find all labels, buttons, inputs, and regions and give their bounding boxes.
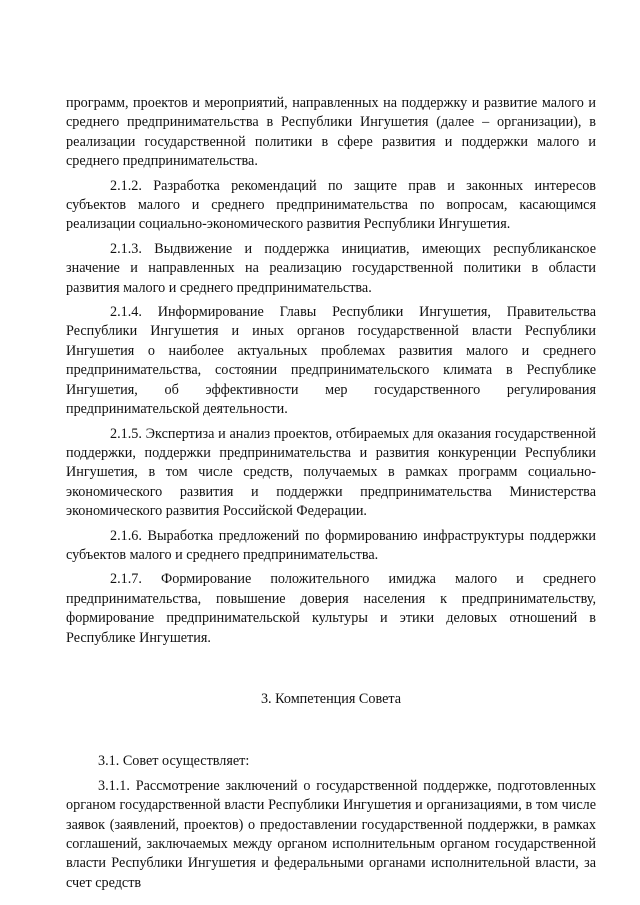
paragraph-2-1-5: 2.1.5. Экспертиза и анализ проектов, отбираемых для оказания государственной поддержки, поддержки предпринимательства и развития конкуренции Республики Ингушетия, в том числе средств, получаемых в рамках программ социально-экономического развития и поддержки предпринимательства Министерства экономического развития Российской Федерации. xyxy=(66,425,596,520)
paragraph-continuation: программ, проектов и мероприятий, направленных на поддержку и развитие малого и среднего предпринимательства в Республики Ингушетия (далее – организации), в реализации государственной политики в сфере развития и поддержки малого и среднего предпринимательства. xyxy=(66,95,596,170)
paragraph-3-1: 3.1. Совет осуществляет: xyxy=(98,753,250,770)
paragraph-2-1-4: 2.1.4. Информирование Главы Республики Ингушетия, Правительства Республики Ингушетия и иных органов государственной власти Республики Ингушетия о наиболее актуальных проблемах развития малого и среднего предпринимательства, состоянии предпринимательского климата в Республике Ингушетия, об эффективности мер государственного регулирования предпринимательской деятельности. xyxy=(66,304,596,418)
paragraph-3-1-1: 3.1.1. Рассмотрение заключений о государственной поддержке, подготовленных органом государственной власти Республики Ингушетия и организациями, в том числе заявок (заявлений, проектов) о предоставлении государственной поддержки, в рамках соглашений, заключаемых между органом исполнительным органом государственной власти Республики Ингушетия и федеральными органами исполнительной власти, за счет средств xyxy=(66,777,596,891)
paragraph-2-1-7: 2.1.7. Формирование положительного имиджа малого и среднего предпринимательства, повышение доверия населения к предпринимательству, формирование предпринимательской культуры и этики деловых отношений в Республике Ингушетия. xyxy=(66,571,596,646)
paragraph-2-1-3: 2.1.3. Выдвижение и поддержка инициатив, имеющих республиканское значение и направленных на реализацию государственной политики в области развития малого и среднего предпринимательства. xyxy=(66,240,596,296)
section-heading: 3. Компетенция Совета xyxy=(260,690,402,707)
paragraph-2-1-2: 2.1.2. Разработка рекомендаций по защите прав и законных интересов субъектов малого и среднего предпринимательства по вопросам, касающимся реализации социально-экономического развития Республики Ингушетия. xyxy=(66,177,596,233)
paragraph-2-1-6: 2.1.6. Выработка предложений по формированию инфраструктуры поддержки субъектов малого и среднего предпринимательства. xyxy=(66,527,596,563)
